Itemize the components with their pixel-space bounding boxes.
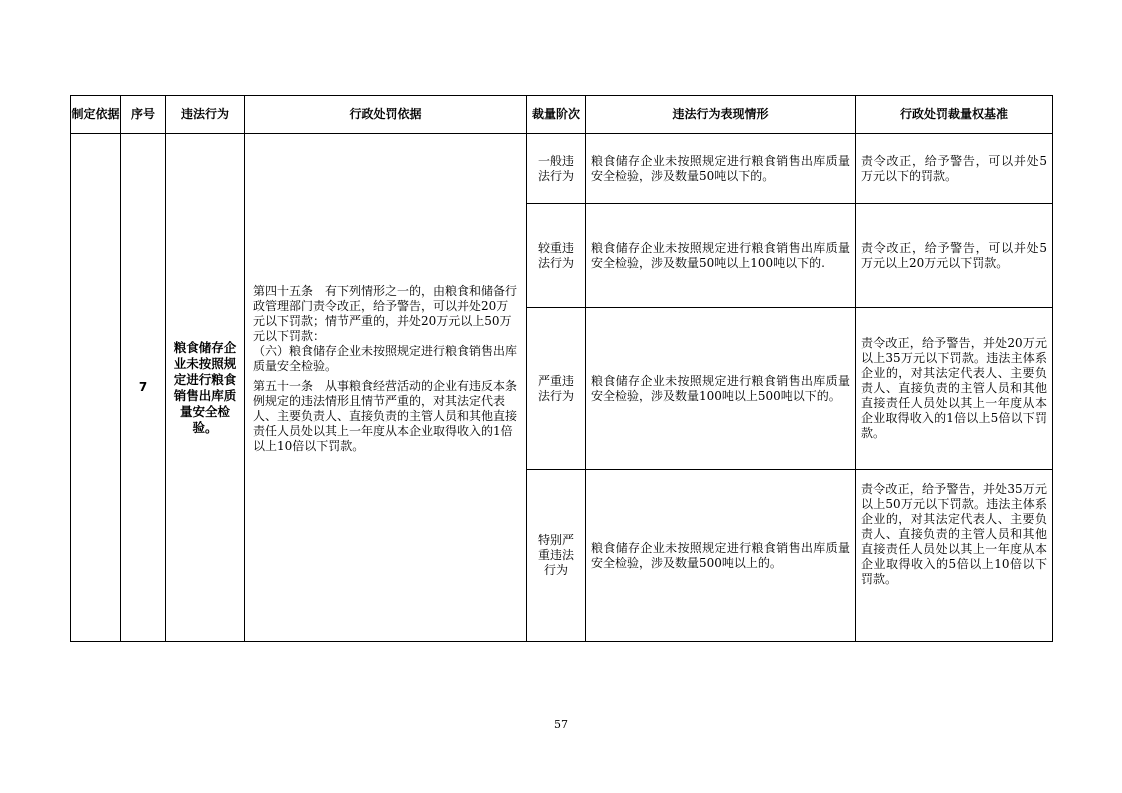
level-cell: 特别严重违法行为 [527, 470, 586, 642]
legal-basis-article-51: 第五十一条 从事粮食经营活动的企业有违反本条例规定的违法情形且情节严重的，对其法定代表人、主要负责人、直接负责的主管人员和其他直接责任人员处以其上一年度从本企业取得收入的1倍以上10倍以下罚款。 [253, 379, 518, 453]
situation-cell: 粮食储存企业未按照规定进行粮食销售出库质量安全检验，涉及数量100吨以上500吨以下的。 [586, 308, 856, 470]
legal-basis-cell [245, 134, 527, 642]
legal-basis-item-6: （六）粮食储存企业未按照规定进行粮食销售出库质量安全检验。 [253, 344, 518, 373]
penalty-discretion-table [70, 95, 1053, 642]
violation-cell: 粮食储存企业未按照规定进行粮食销售出库质量安全检验。 [166, 134, 245, 642]
standard-cell: 责令改正，给予警告，并处35万元以上50万元以下罚款。违法主体系企业的，对其法定代表人、主要负责人、直接负责的主管人员和其他直接责任人员处以其上一年度从本企业取得收入的5倍以上10倍以下罚款。 [856, 470, 1053, 642]
level-cell: 严重违法行为 [527, 308, 586, 470]
situation-cell: 粮食储存企业未按照规定进行粮食销售出库质量安全检验，涉及数量50吨以上100吨以下的. [586, 204, 856, 308]
basis-cell [71, 134, 121, 642]
page-number: 57 [554, 718, 568, 731]
level-cell: 一般违法行为 [527, 134, 586, 204]
header-standard: 行政处罚裁量权基准 [856, 96, 1053, 134]
situation-cell: 粮食储存企业未按照规定进行粮食销售出库质量安全检验，涉及数量50吨以下的。 [586, 134, 856, 204]
header-basis: 制定依据 [71, 96, 121, 134]
situation-cell: 粮食储存企业未按照规定进行粮食销售出库质量安全检验，涉及数量500吨以上的。 [586, 470, 856, 642]
standard-cell: 责令改正，给予警告，可以并处5万元以上20万元以下罚款。 [856, 204, 1053, 308]
header-situation: 违法行为表现情形 [586, 96, 856, 134]
legal-basis-article-45: 第四十五条 有下列情形之一的，由粮食和储备行政管理部门责令改正，给予警告，可以并处20万元以下罚款；情节严重的，并处20万元以上50万元以下罚款： [253, 284, 518, 343]
header-violation: 违法行为 [166, 96, 245, 134]
header-legal-basis: 行政处罚依据 [245, 96, 527, 134]
header-number: 序号 [121, 96, 166, 134]
standard-cell: 责令改正，给予警告，并处20万元以上35万元以下罚款。违法主体系企业的，对其法定代表人、主要负责人、直接负责的主管人员和其他直接责任人员处以其上一年度从本企业取得收入的1倍以上5倍以下罚款。 [856, 308, 1053, 470]
header-level: 裁量阶次 [527, 96, 586, 134]
table-header-row [71, 96, 1053, 134]
standard-cell: 责令改正，给予警告，可以并处5万元以下的罚款。 [856, 134, 1053, 204]
table-row [71, 134, 1053, 204]
row-number: 7 [121, 134, 166, 642]
level-cell: 较重违法行为 [527, 204, 586, 308]
